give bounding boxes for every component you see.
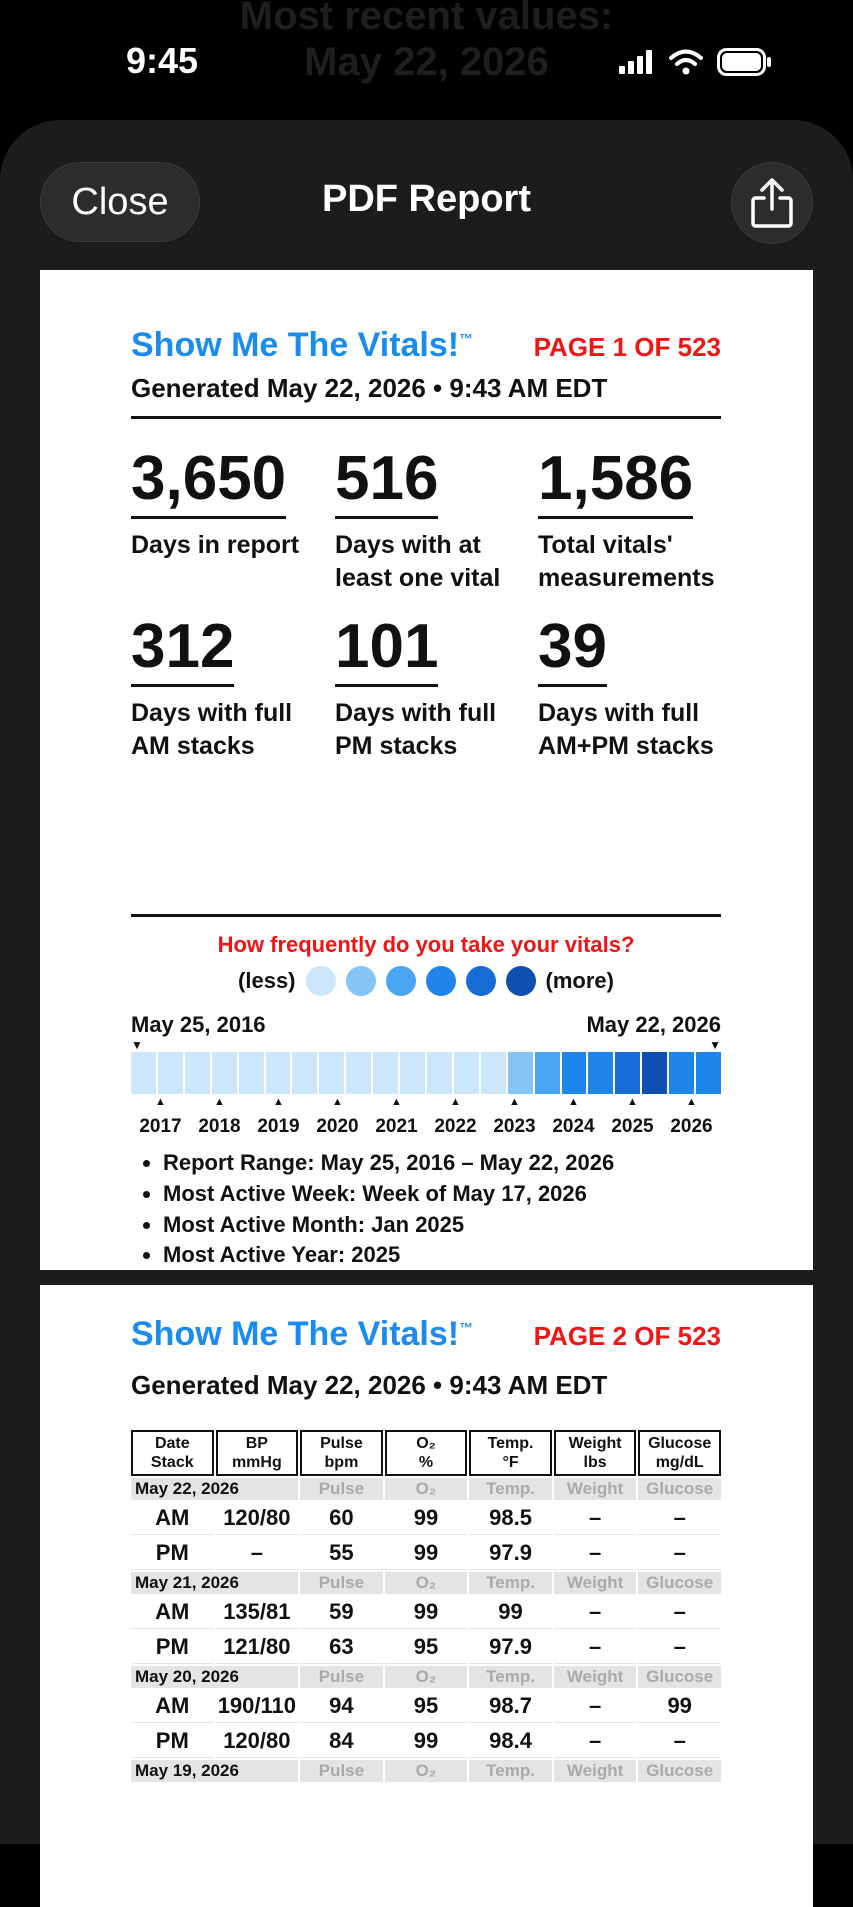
heatmap-cell xyxy=(481,1052,506,1094)
column-header: Temp. °F xyxy=(469,1430,552,1476)
table-cell: 55 xyxy=(300,1537,383,1570)
heatmap-cell xyxy=(292,1052,317,1094)
table-cell: 98.5 xyxy=(469,1502,552,1535)
table-cell: 99 xyxy=(385,1502,468,1535)
table-header-row xyxy=(131,1430,721,1476)
stat-full-am-pm-stacks: 39 Days with full AM+PM stacks xyxy=(538,612,714,760)
vitals-table xyxy=(129,1428,723,1784)
column-hint: Weight xyxy=(554,1478,637,1500)
table-cell: 135/81 xyxy=(216,1596,299,1629)
column-hint: Weight xyxy=(554,1760,637,1782)
date-label: May 20, 2026 xyxy=(131,1666,298,1688)
timeline-end-date: May 22, 2026 xyxy=(586,1012,721,1037)
timeline-year-labels xyxy=(131,1116,721,1138)
column-hint: Glucose xyxy=(638,1478,721,1500)
column-hint: Weight xyxy=(554,1666,637,1688)
generated-timestamp: Generated May 22, 2026 • 9:43 AM EDT xyxy=(131,373,608,403)
page-number: PAGE 1 OF 523 xyxy=(533,332,721,362)
table-cell: AM xyxy=(131,1502,214,1535)
column-hint: Temp. xyxy=(469,1666,552,1688)
legend-dot-1 xyxy=(306,966,336,996)
table-row xyxy=(131,1537,721,1570)
timeline-year-label: ▲ 2024 xyxy=(544,1116,603,1138)
heatmap-cell xyxy=(669,1052,694,1094)
column-hint: Pulse xyxy=(300,1666,383,1688)
table-row xyxy=(131,1725,721,1758)
date-row xyxy=(131,1572,721,1594)
heatmap-cell xyxy=(212,1052,237,1094)
pdf-sheet xyxy=(0,120,853,1844)
table-cell: AM xyxy=(131,1596,214,1629)
heatmap-cell xyxy=(158,1052,183,1094)
table-cell: 121/80 xyxy=(216,1631,299,1664)
legend-dot-6 xyxy=(506,966,536,996)
table-cell: 59 xyxy=(300,1596,383,1629)
summary-item: • Most Active Month: Jan 2025 xyxy=(163,1210,721,1241)
table-cell: 99 xyxy=(385,1596,468,1629)
status-bar xyxy=(0,0,853,120)
share-icon xyxy=(749,177,795,229)
timeline-year-label: ▲ 2017 xyxy=(131,1116,190,1138)
table-cell: – xyxy=(554,1725,637,1758)
stat-full-am-stacks: 312 Days with full AM stacks xyxy=(131,612,293,760)
legend-less-label: (less) xyxy=(238,968,296,993)
table-cell: 98.4 xyxy=(469,1725,552,1758)
table-cell: – xyxy=(554,1537,637,1570)
table-cell: 99 xyxy=(469,1596,552,1629)
heatmap-cell xyxy=(508,1052,533,1094)
table-cell: 98.7 xyxy=(469,1690,552,1723)
table-cell: – xyxy=(554,1502,637,1535)
table-cell: – xyxy=(554,1596,637,1629)
column-header: Weight lbs xyxy=(554,1430,637,1476)
divider xyxy=(131,914,721,917)
date-row xyxy=(131,1478,721,1500)
heatmap-cell xyxy=(131,1052,156,1094)
table-cell: 84 xyxy=(300,1725,383,1758)
column-header: Glucose mg/dL xyxy=(638,1430,721,1476)
frequency-legend xyxy=(131,966,721,996)
date-label: May 22, 2026 xyxy=(131,1478,298,1500)
table-row xyxy=(131,1690,721,1723)
timeline-year-label: ▲ 2019 xyxy=(249,1116,308,1138)
summary-item: • Most Active Year: 2025 xyxy=(163,1240,721,1270)
heatmap-cell xyxy=(427,1052,452,1094)
table-cell: – xyxy=(554,1690,637,1723)
table-cell: – xyxy=(638,1631,721,1664)
heatmap-cell xyxy=(562,1052,587,1094)
column-hint: Pulse xyxy=(300,1572,383,1594)
table-cell: 97.9 xyxy=(469,1631,552,1664)
stat-days-with-vital: 516 Days with at least one vital xyxy=(335,444,501,592)
column-hint: O₂ xyxy=(385,1478,468,1500)
summary-item: • Most Active Week: Week of May 17, 2026 xyxy=(163,1179,721,1210)
stat-full-pm-stacks: 101 Days with full PM stacks xyxy=(335,612,497,760)
table-cell: PM xyxy=(131,1537,214,1570)
table-cell: – xyxy=(216,1537,299,1570)
vitals-table-wrap xyxy=(129,1428,723,1784)
column-header: BP mmHg xyxy=(216,1430,299,1476)
column-hint: Glucose xyxy=(638,1572,721,1594)
status-icons xyxy=(619,48,773,76)
column-hint: Temp. xyxy=(469,1478,552,1500)
table-cell: 120/80 xyxy=(216,1725,299,1758)
column-hint: Weight xyxy=(554,1572,637,1594)
column-hint: O₂ xyxy=(385,1760,468,1782)
table-cell: 99 xyxy=(638,1690,721,1723)
column-header: Date Stack xyxy=(131,1430,214,1476)
timeline-start-date: May 25, 2016 xyxy=(131,1012,266,1037)
table-cell: 97.9 xyxy=(469,1537,552,1570)
brand-title: Show Me The Vitals!™ xyxy=(131,1315,474,1353)
table-cell: 120/80 xyxy=(216,1502,299,1535)
generated-timestamp: Generated May 22, 2026 • 9:43 AM EDT xyxy=(131,1370,608,1400)
column-hint: Pulse xyxy=(300,1760,383,1782)
background-line-2: May 22, 2026 xyxy=(304,40,549,84)
table-cell: 95 xyxy=(385,1690,468,1723)
stat-days-in-report: 3,650 Days in report xyxy=(131,444,300,559)
table-row xyxy=(131,1502,721,1535)
background-line-1: Most recent values: xyxy=(239,0,614,38)
table-cell: PM xyxy=(131,1631,214,1664)
timeline-year-label: ▲ 2025 xyxy=(603,1116,662,1138)
table-cell: 99 xyxy=(385,1725,468,1758)
legend-dot-2 xyxy=(346,966,376,996)
column-hint: O₂ xyxy=(385,1666,468,1688)
wifi-icon xyxy=(669,49,703,75)
frequency-section xyxy=(131,932,721,1270)
table-cell: – xyxy=(554,1631,637,1664)
timeline-year-label: ▲ 2018 xyxy=(190,1116,249,1138)
battery-icon xyxy=(717,48,773,76)
stat-total-measurements: 1,586 Total vitals' measurements xyxy=(538,444,715,592)
date-label: May 21, 2026 xyxy=(131,1572,298,1594)
table-cell: 95 xyxy=(385,1631,468,1664)
timeline-year-label: ▲ 2026 xyxy=(662,1116,721,1138)
sheet-title: PDF Report xyxy=(322,178,531,220)
timeline-year-label: ▲ 2022 xyxy=(426,1116,485,1138)
heatmap-cell xyxy=(185,1052,210,1094)
table-cell: – xyxy=(638,1596,721,1629)
pdf-page-1[interactable] xyxy=(40,270,813,1270)
table-cell: 94 xyxy=(300,1690,383,1723)
report-summary-list xyxy=(131,1148,721,1270)
column-hint: Pulse xyxy=(300,1478,383,1500)
column-hint: Temp. xyxy=(469,1760,552,1782)
heatmap-cell xyxy=(588,1052,613,1094)
table-cell: 60 xyxy=(300,1502,383,1535)
status-time: 9:45 xyxy=(126,40,199,81)
heatmap-cell xyxy=(266,1052,291,1094)
legend-more-label: (more) xyxy=(545,968,614,993)
date-label: May 19, 2026 xyxy=(131,1760,298,1782)
activity-heatmap xyxy=(131,1052,721,1094)
legend-dot-4 xyxy=(426,966,456,996)
pdf-page-2[interactable] xyxy=(40,1285,813,1907)
timeline-year-label: ▲ 2020 xyxy=(308,1116,367,1138)
cellular-signal-icon xyxy=(619,50,655,74)
summary-item: • Report Range: May 25, 2016 – May 22, 2026 xyxy=(163,1148,721,1179)
table-cell: – xyxy=(638,1502,721,1535)
divider xyxy=(131,416,721,419)
table-row xyxy=(131,1631,721,1664)
legend-dot-5 xyxy=(466,966,496,996)
table-cell: 190/110 xyxy=(216,1690,299,1723)
heatmap-cell xyxy=(319,1052,344,1094)
column-header: Pulse bpm xyxy=(300,1430,383,1476)
table-cell: – xyxy=(638,1537,721,1570)
table-cell: AM xyxy=(131,1690,214,1723)
heatmap-cell xyxy=(239,1052,264,1094)
heatmap-cell xyxy=(615,1052,640,1094)
share-button[interactable] xyxy=(731,162,813,244)
timeline-year-label: ▲ 2023 xyxy=(485,1116,544,1138)
heatmap-cell xyxy=(454,1052,479,1094)
timeline-date-range xyxy=(131,1012,721,1038)
close-button[interactable]: Close xyxy=(40,162,200,242)
table-row xyxy=(131,1596,721,1629)
heatmap-cell xyxy=(400,1052,425,1094)
column-hint: Temp. xyxy=(469,1572,552,1594)
brand-title: Show Me The Vitals!™ xyxy=(131,326,474,364)
frequency-question: How frequently do you take your vitals? xyxy=(217,932,635,957)
stats-grid xyxy=(131,444,721,788)
table-cell: PM xyxy=(131,1725,214,1758)
page-number: PAGE 2 OF 523 xyxy=(533,1321,721,1351)
column-hint: Glucose xyxy=(638,1760,721,1782)
table-cell: – xyxy=(638,1725,721,1758)
table-cell: 63 xyxy=(300,1631,383,1664)
column-header: O₂ % xyxy=(385,1430,468,1476)
legend-dot-3 xyxy=(386,966,416,996)
heatmap-cell xyxy=(535,1052,560,1094)
heatmap-cell xyxy=(373,1052,398,1094)
column-hint: O₂ xyxy=(385,1572,468,1594)
heatmap-cell xyxy=(642,1052,667,1094)
heatmap-cell xyxy=(696,1052,721,1094)
heatmap-cell xyxy=(346,1052,371,1094)
timeline-year-label: ▲ 2021 xyxy=(367,1116,426,1138)
date-row xyxy=(131,1760,721,1782)
table-cell: 99 xyxy=(385,1537,468,1570)
timeline-end-markers: ▼ ▼ xyxy=(131,1038,721,1052)
date-row xyxy=(131,1666,721,1688)
column-hint: Glucose xyxy=(638,1666,721,1688)
